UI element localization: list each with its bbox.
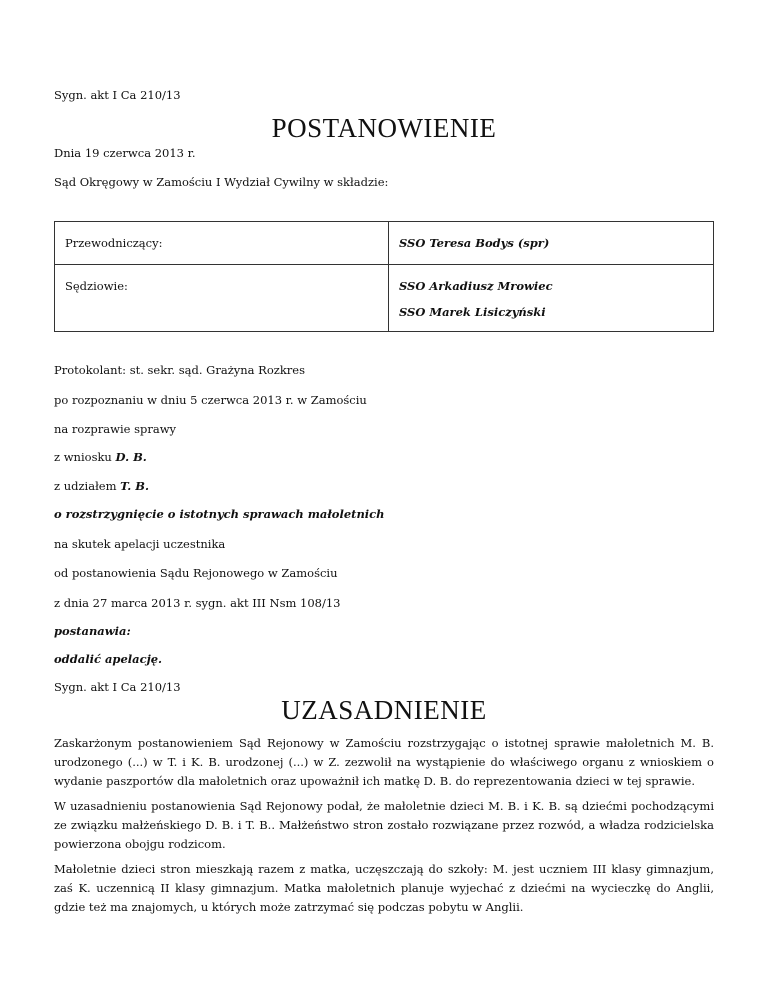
justification-paragraph: W uzasadnieniu postanowienia Sąd Rejonowy podał, że małoletnie dzieci M. B. i K. B. są dziećmi pochodzącymi ze związku małżeńskiego D. B. i T. B.. Małżeństwo stron zostało rozwiązane przez rozwód, a władza rodzicielska powierzona obojgu rodzicom.: [54, 799, 714, 851]
udzial-line: [54, 479, 149, 493]
judges-label: Sędziowie:: [65, 279, 128, 293]
case-subject: o rozstrzygnięcie o istotnych sprawach małoletnich: [54, 507, 385, 521]
chair-value-cell: [389, 222, 714, 265]
justification-paragraph: Zaskarżonym postanowieniem Sąd Rejonowy w Zamościu rozstrzygając o istotnej sprawie małoletnich M. B. urodzonego (...) w T. i K. B. urodzonej (...) w Z. zezwolił na wystąpienie do właściwego organu z wnioskiem o wydanie paszportów dla małoletnich oraz upoważnił ich matkę D. B. do reprezentowania dzieci w tej sprawie.: [54, 736, 714, 788]
document-title: POSTANOWIENIE: [271, 113, 497, 143]
decision-line: oddalić apelację.: [54, 652, 163, 666]
judge-name: SSO Arkadiusz Mrowiec: [399, 279, 553, 293]
date-line: Dnia 19 czerwca 2013 r.: [54, 146, 196, 160]
wniosek-line: [54, 450, 147, 464]
judges-label-cell: [55, 265, 389, 332]
udzial-prefix: z udziałem: [54, 479, 121, 493]
chair-label: Przewodniczący:: [65, 236, 163, 250]
case-signature: Sygn. akt I Ca 210/13: [54, 88, 181, 102]
panel-row-chair: [55, 222, 714, 265]
case-signature-2: Sygn. akt I Ca 210/13: [54, 680, 181, 694]
apelacja-line: na skutek apelacji uczestnika: [54, 537, 226, 551]
justification-title: UZASADNIENIE: [281, 695, 487, 725]
court-panel-table: [54, 221, 714, 332]
rozpoznanie-line: po rozpoznaniu w dniu 5 czerwca 2013 r. w Zamościu: [54, 393, 367, 407]
od-postanowienia-line: od postanowienia Sądu Rejonowego w Zamościu: [54, 566, 338, 580]
postanawia-line: postanawia:: [54, 624, 131, 638]
z-dnia-line: z dnia 27 marca 2013 r. sygn. akt III Nsm 108/13: [54, 596, 341, 610]
judges-value-cell: [389, 265, 714, 332]
panel-row-judges: [55, 265, 714, 332]
justification-paragraph: Małoletnie dzieci stron mieszkają razem z matka, uczęszczają do szkoły: M. jest uczniem III klasy gimnazjum, zaś K. uczennicą II klasy gimnazjum. Matka małoletnich planuje wyjechać z dziećmi na wycieczkę do Anglii, gdzie też ma znajomych, u których może zatrzymać się podczas pobytu w Anglii.: [54, 862, 714, 914]
judge-name: SSO Marek Lisiczyński: [399, 305, 546, 319]
wniosek-name: D. B.: [115, 450, 147, 464]
wniosek-prefix: z wniosku: [54, 450, 116, 464]
court-line: Sąd Okręgowy w Zamościu I Wydział Cywilny w składzie:: [54, 175, 389, 189]
chair-value: SSO Teresa Bodys (spr): [399, 236, 550, 250]
udzial-name: T. B.: [120, 479, 149, 493]
rozprawa-line: na rozprawie sprawy: [54, 422, 177, 436]
chair-label-cell: [55, 222, 389, 265]
protokolant-line: Protokolant: st. sekr. sąd. Grażyna Rozkres: [54, 363, 306, 377]
